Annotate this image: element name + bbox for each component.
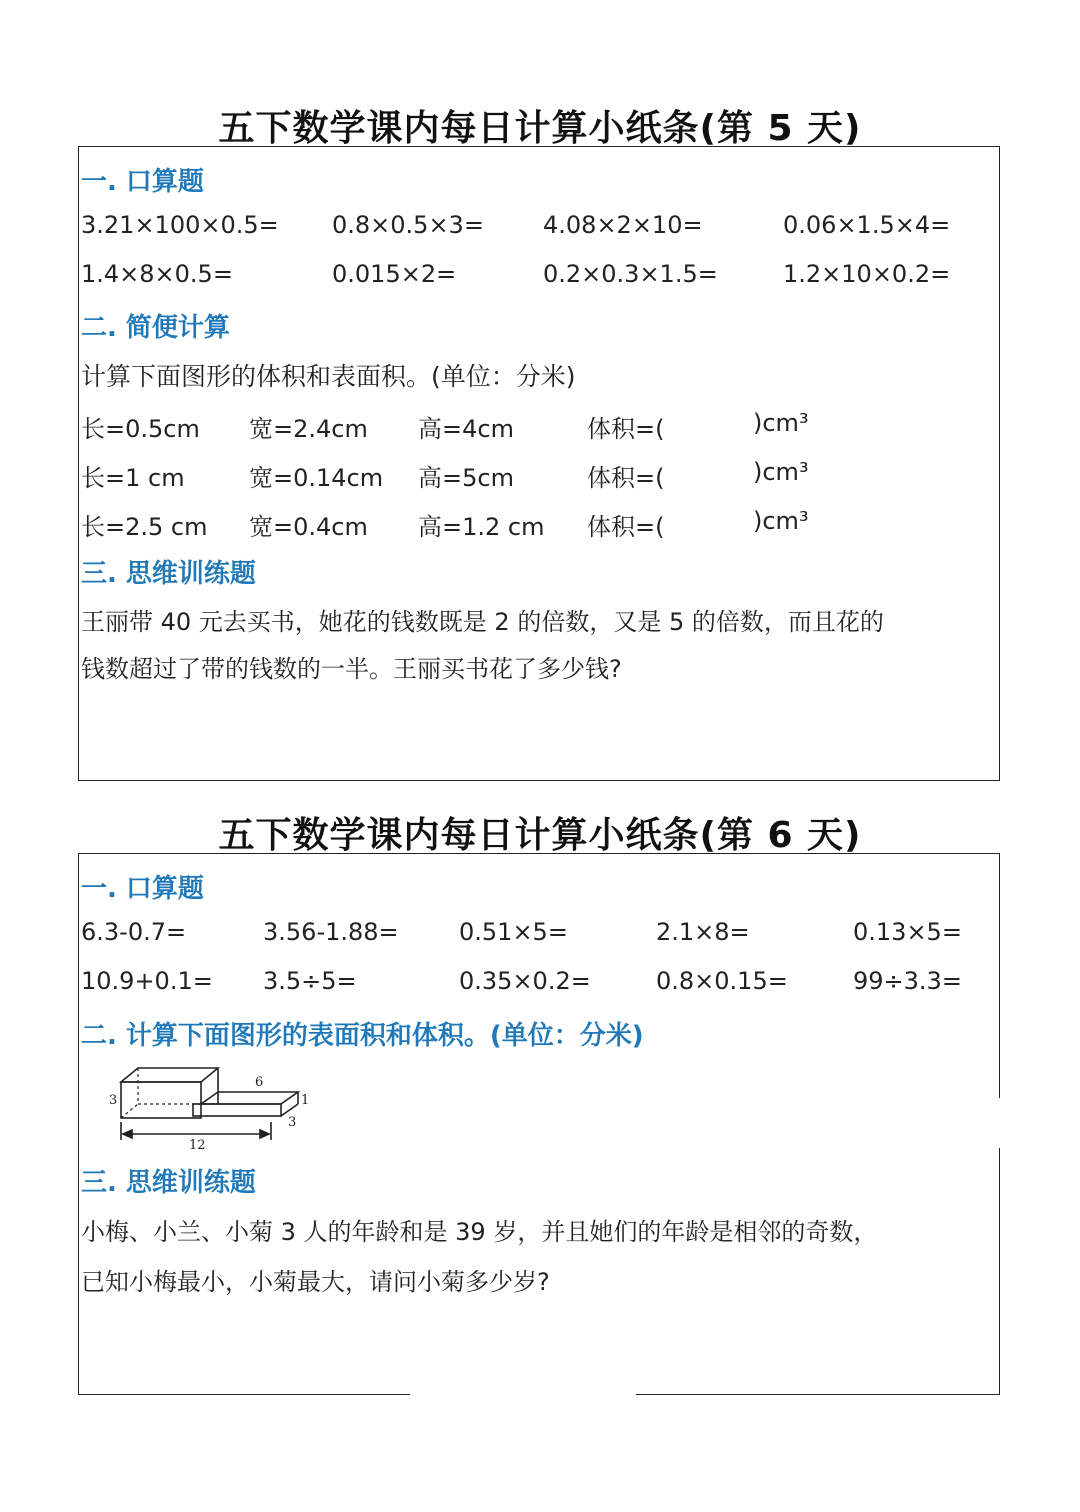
dimension-width: 宽=2.4cm	[249, 415, 368, 443]
page-title-day5: 五下数学课内每日计算小纸条(第 5 天)	[218, 108, 862, 149]
problem: 3.21×100×0.5=	[81, 211, 279, 239]
problem: 3.56-1.88=	[263, 918, 399, 946]
dimension-width: 宽=0.14cm	[249, 464, 384, 492]
figure-label-right: 1	[301, 1093, 310, 1108]
dimension-height: 高=5cm	[418, 464, 514, 492]
big-box-front	[121, 1082, 201, 1118]
instruction-text: 计算下面图形的体积和表面积。(单位：分米)	[81, 362, 576, 391]
problem: 1.2×10×0.2=	[783, 260, 951, 288]
dimension-height: 高=4cm	[418, 415, 514, 443]
figure-label-top: 6	[255, 1075, 264, 1090]
section-heading-thinking: 三. 思维训练题	[81, 1168, 256, 1198]
volume-label: 体积=(	[587, 415, 665, 443]
volume-unit: )cm³	[753, 507, 809, 535]
problem: 2.1×8=	[656, 918, 750, 946]
worksheet-card-day6	[78, 853, 1000, 1395]
problem: 0.8×0.5×3=	[332, 211, 484, 239]
section-heading-thinking: 三. 思维训练题	[81, 559, 256, 589]
volume-unit: )cm³	[753, 458, 809, 486]
border-gap	[994, 1098, 1004, 1148]
section-heading-oral: 一. 口算题	[81, 874, 204, 904]
dimension-length: 长=2.5 cm	[81, 513, 208, 541]
worksheet-card-day5	[78, 146, 1000, 781]
section-heading-oral: 一. 口算题	[81, 167, 204, 197]
problem: 10.9+0.1=	[81, 967, 213, 995]
problem: 0.8×0.15=	[656, 967, 788, 995]
problem: 1.4×8×0.5=	[81, 260, 233, 288]
dimension-height: 高=1.2 cm	[418, 513, 545, 541]
dimension-width: 宽=0.4cm	[249, 513, 368, 541]
figure-label-depth: 3	[288, 1115, 297, 1130]
section-heading-simplify: 二. 简便计算	[81, 313, 230, 343]
slab-front	[193, 1104, 281, 1116]
problem: 4.08×2×10=	[543, 211, 703, 239]
dimension-length: 长=0.5cm	[81, 415, 200, 443]
problem: 0.35×0.2=	[459, 967, 591, 995]
problem: 0.51×5=	[459, 918, 568, 946]
border-gap	[410, 1388, 636, 1398]
word-problem-line: 小梅、小兰、小菊 3 人的年龄和是 39 岁，并且她们的年龄是相邻的奇数，	[81, 1218, 878, 1246]
volume-label: 体积=(	[587, 464, 665, 492]
problem: 3.5÷5=	[263, 967, 357, 995]
volume-label: 体积=(	[587, 513, 665, 541]
volume-unit: )cm³	[753, 409, 809, 437]
section-heading-surface-volume: 二. 计算下面图形的表面积和体积。(单位：分米)	[81, 1021, 644, 1051]
problem: 0.015×2=	[332, 260, 457, 288]
composite-cuboid-figure	[105, 1060, 315, 1152]
word-problem-line: 已知小梅最小，小菊最大，请问小菊多少岁?	[81, 1268, 550, 1296]
big-box-top	[121, 1068, 218, 1082]
problem: 0.2×0.3×1.5=	[543, 260, 718, 288]
word-problem-line: 钱数超过了带的钱数的一半。王丽买书花了多少钱?	[81, 655, 622, 683]
problem: 0.06×1.5×4=	[783, 211, 951, 239]
figure-label-length: 12	[189, 1138, 206, 1152]
slab-top	[201, 1092, 298, 1104]
dimension-length: 长=1 cm	[81, 464, 185, 492]
figure-label-height: 3	[109, 1093, 118, 1108]
page-title-day6: 五下数学课内每日计算小纸条(第 6 天)	[218, 815, 862, 856]
problem: 0.13×5=	[853, 918, 962, 946]
problem: 6.3-0.7=	[81, 918, 187, 946]
problem: 99÷3.3=	[853, 967, 962, 995]
word-problem-line: 王丽带 40 元去买书，她花的钱数既是 2 的倍数，又是 5 的倍数，而且花的	[81, 608, 884, 636]
